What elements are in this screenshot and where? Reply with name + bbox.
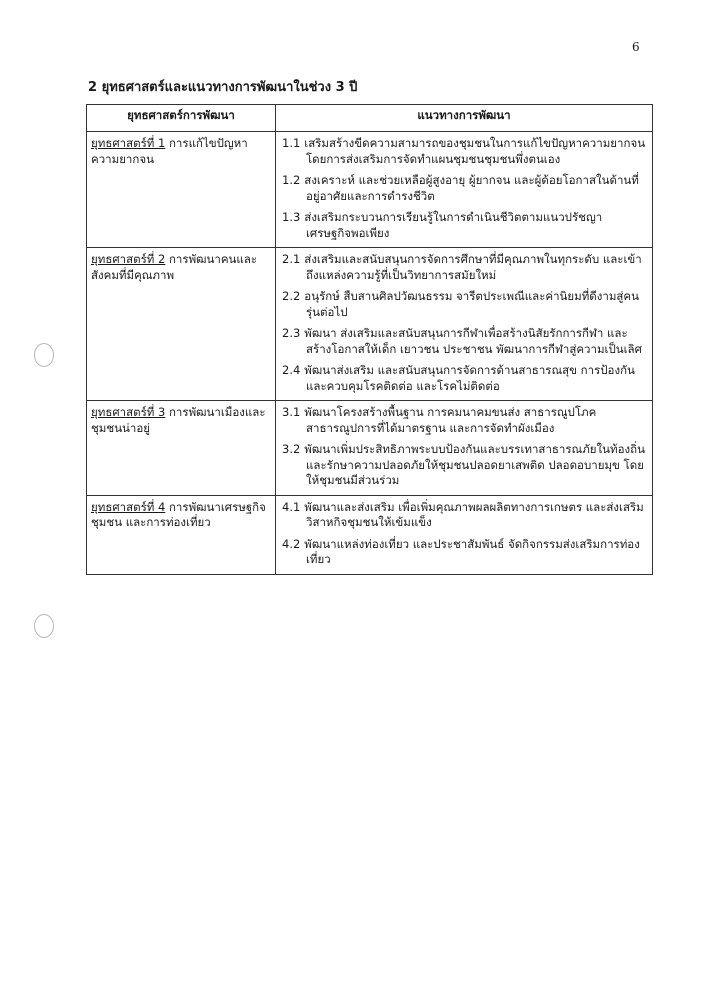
guideline-item	[282, 363, 646, 394]
table-header-row	[87, 105, 653, 132]
punch-hole-mark	[34, 614, 54, 638]
guideline-text: พัฒนาส่งเสริม และสนับสนุนการจัดการด้านสาธารณสุข การป้องกันและควบคุมโรคติดต่อ และโรคไม่ติดต่อ	[304, 363, 635, 393]
guideline-item	[282, 500, 646, 531]
guideline-item	[282, 252, 646, 283]
guideline-text: พัฒนาและส่งเสริม เพื่อเพิ่มคุณภาพผลผลิตทางการเกษตร และส่งเสริมวิสาหกิจชุมชนให้เข้มแข็ง	[304, 499, 644, 530]
guideline-text: พัฒนา ส่งเสริมและสนับสนุนการกีฬาเพื่อสร้างนิสัยรักการกีฬา และสร้างโอกาสให้เด็ก เยาวชน ประชาชน พัฒนาการกีฬาสู่ความเป็นเลิศ	[304, 326, 642, 356]
guideline-text: พัฒนาเพิ่มประสิทธิภาพระบบป้องกันและบรรเทาสาธารณภัยในท้องถิ่น และรักษาความปลอดภัยให้ชุมชนปลอดยาเสพติด ปลอดอบายมุข โดยให้ชุมชนมีส่วนร่วม	[304, 442, 645, 488]
guideline-item	[282, 173, 646, 204]
table-row	[87, 248, 653, 401]
page-number: 6	[632, 40, 640, 54]
table-row	[87, 401, 653, 496]
guideline-item	[282, 136, 646, 167]
header-strategy: ยุทธศาสตร์การพัฒนา	[87, 105, 276, 132]
guideline-item	[282, 210, 646, 241]
table-row	[87, 495, 653, 574]
guideline-text: พัฒนาโครงสร้างพื้นฐาน การคมนาคมขนส่ง สาธารณูปโภคสาธารณูปการที่ได้มาตรฐาน และการจัดทำผังเมือง	[304, 405, 597, 435]
guideline-text: สงเคราะห์ และช่วยเหลือผู้สูงอายุ ผู้ยากจน และผู้ด้อยโอกาสในด้านที่อยู่อาศัยและการดำรงชีวิต	[304, 173, 639, 203]
guideline-number: 1.2	[282, 173, 301, 188]
strategy-cell	[87, 495, 276, 574]
strategy-label: ยุทธศาสตร์ที่ 1	[91, 136, 166, 150]
guideline-number: 3.2	[282, 442, 301, 457]
section-heading: 2 ยุทธศาสตร์และแนวทางการพัฒนาในช่วง 3 ปี	[88, 80, 358, 95]
guideline-number: 2.4	[282, 363, 301, 378]
punch-hole-mark	[34, 343, 54, 367]
guideline-cell	[276, 401, 653, 496]
strategy-label: ยุทธศาสตร์ที่ 4	[91, 499, 166, 514]
strategy-title: การพัฒนาเมืองและชุมชนน่าอยู่	[91, 405, 266, 435]
guideline-text: อนุรักษ์ สืบสานศิลปวัฒนธรรม จารีตประเพณีและค่านิยมที่ดีงามสู่คนรุ่นต่อไป	[304, 289, 639, 319]
guideline-cell	[276, 495, 653, 574]
strategy-title: การพัฒนาคนและสังคมที่มีคุณภาพ	[91, 252, 258, 282]
table-row	[87, 132, 653, 248]
guideline-cell	[276, 132, 653, 248]
guideline-item	[282, 326, 646, 357]
strategy-title: การแก้ไขปัญหาความยากจน	[91, 136, 248, 166]
guideline-text: เสริมสร้างขีดความสามารถของชุมชนในการแก้ไขปัญหาความยากจน โดยการส่งเสริมการจัดทำแผนชุมชนชุมชนพึ่งตนเอง	[304, 136, 646, 166]
guideline-number: 1.1	[282, 136, 301, 150]
strategy-label: ยุทธศาสตร์ที่ 3	[91, 405, 166, 420]
guideline-item	[282, 537, 646, 568]
guideline-number: 4.1	[282, 499, 301, 514]
guideline-number: 3.1	[282, 405, 301, 420]
strategy-label: ยุทธศาสตร์ที่ 2	[91, 252, 166, 267]
guideline-number: 2.3	[282, 326, 301, 341]
header-guideline: แนวทางการพัฒนา	[276, 105, 653, 132]
strategy-title: การพัฒนาเศรษฐกิจชุมชน และการท่องเที่ยว	[91, 499, 266, 530]
guideline-item	[282, 442, 646, 489]
guideline-cell	[276, 248, 653, 401]
guideline-number: 2.2	[282, 289, 301, 304]
guideline-number: 4.2	[282, 536, 301, 551]
strategy-cell	[87, 248, 276, 401]
guideline-item	[282, 289, 646, 320]
guideline-text: ส่งเสริมกระบวนการเรียนรู้ในการดำเนินชีวิตตามแนวปรัชญาเศรษฐกิจพอเพียง	[304, 210, 603, 240]
guideline-number: 1.3	[282, 210, 301, 225]
guideline-text: พัฒนาแหล่งท่องเที่ยว และประชาสัมพันธ์ จัดกิจกรรมส่งเสริมการท่องเที่ยว	[304, 536, 640, 567]
guideline-number: 2.1	[282, 252, 301, 267]
guideline-item	[282, 405, 646, 436]
guideline-text: ส่งเสริมและสนับสนุนการจัดการศึกษาที่มีคุณภาพในทุกระดับ และเข้าถึงแหล่งความรู้ที่เป็นวิทยาการสมัยใหม่	[304, 252, 642, 282]
strategy-table	[86, 104, 653, 575]
strategy-cell	[87, 401, 276, 496]
strategy-cell	[87, 132, 276, 248]
